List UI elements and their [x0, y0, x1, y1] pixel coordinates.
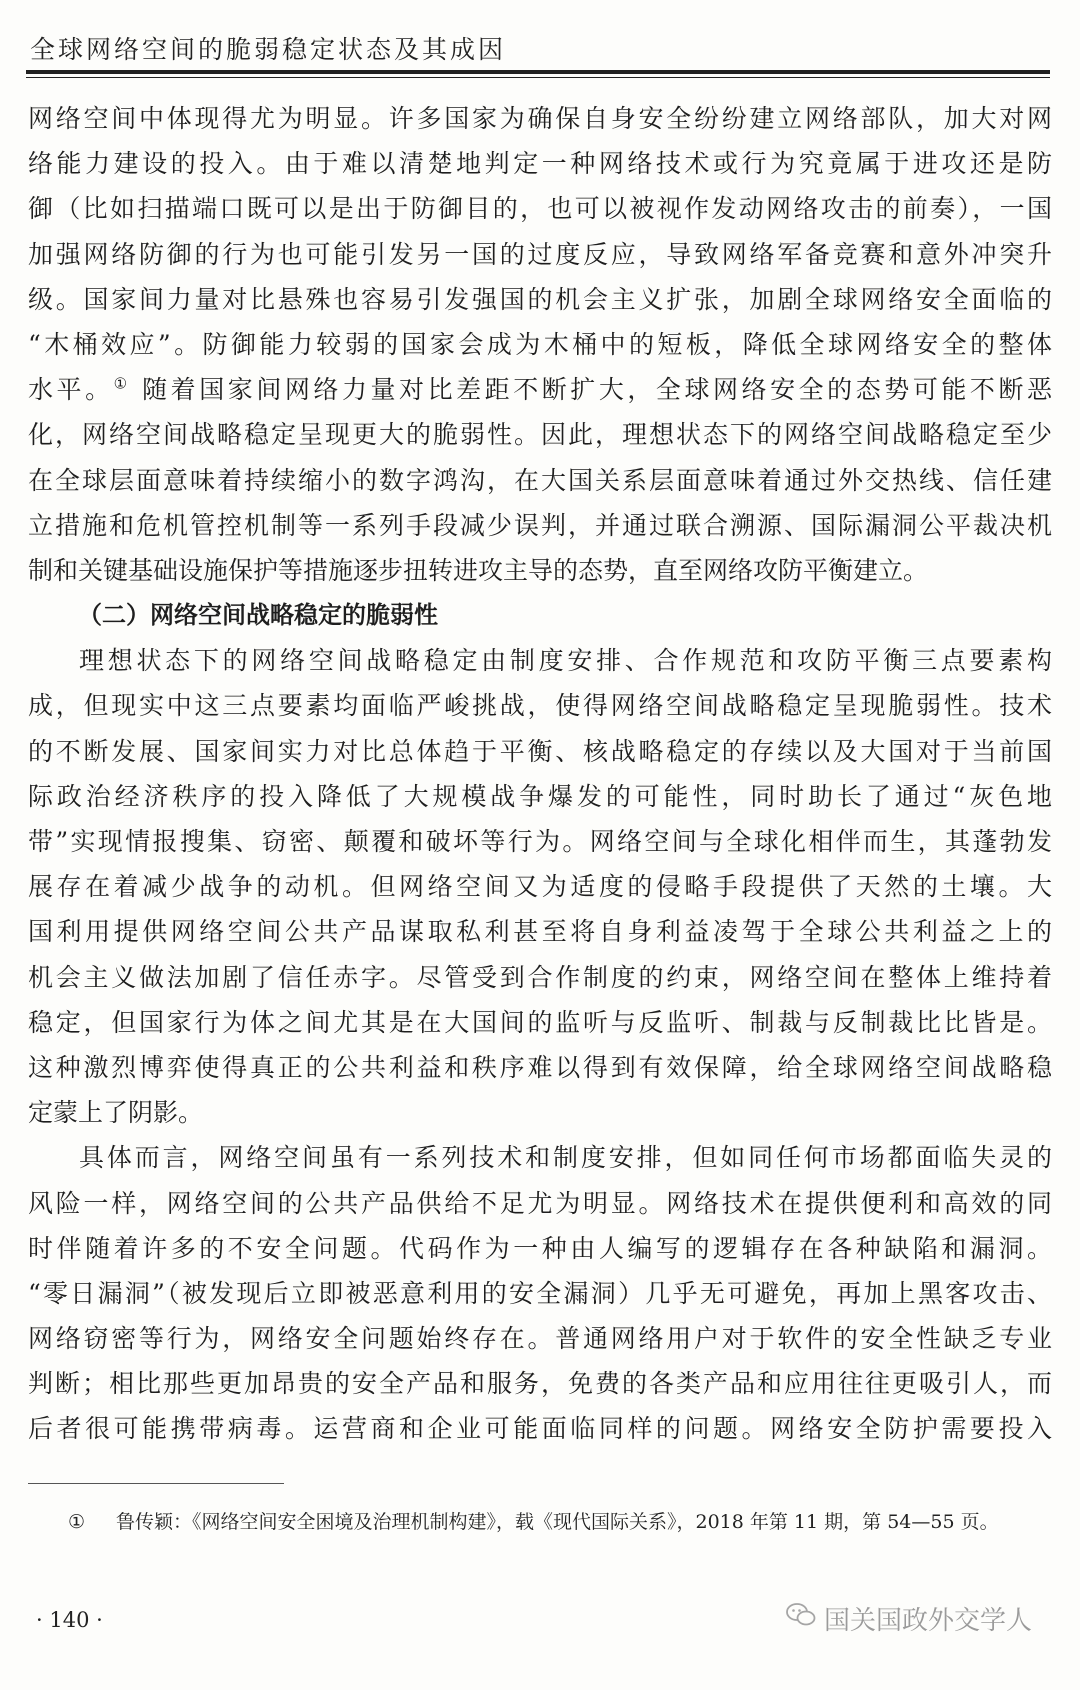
wechat-icon — [786, 1602, 816, 1635]
body-text — [28, 96, 1052, 1452]
running-head-title: 全球网络空间的脆弱稳定状态及其成因 — [30, 35, 507, 64]
text-line: 成，但现实中这三点要素均面临严峻挑战，使得网络空间战略稳定呈现脆弱性。技术 — [28, 691, 1052, 721]
section-heading: （二）网络空间战略稳定的脆弱性 — [78, 601, 438, 630]
text-segment: 随着国家间网络力量对比差距不断扩大，全球网络安全的态势可能不断恶 — [142, 375, 1052, 405]
text-line: 判断；相比那些更加昂贵的安全产品和服务，免费的各类产品和应用往往更吸引人，而 — [28, 1369, 1052, 1399]
text-line: 理想状态下的网络空间战略稳定由制度安排、合作规范和攻防平衡三点要素构 — [79, 646, 1052, 676]
text-line: 际政治经济秩序的投入降低了大规模战争爆发的可能性，同时助长了通过“灰色地 — [28, 781, 1052, 811]
text-line: 带”实现情报搜集、窃密、颠覆和破坏等行为。网络空间与全球化相伴而生，其蓬勃发 — [28, 827, 1052, 856]
page-number: · 140 · — [36, 1608, 103, 1632]
footnote-text: 鲁传颖：《网络空间安全困境及治理机制构建》，载《现代国际关系》，2018 年第 11 期，第 54—55 页。 — [116, 1511, 999, 1533]
text-segment: 水平。 — [28, 375, 114, 405]
text-line: 风险一样，网络空间的公共产品供给不足尤为明显。网络技术在提供便利和高效的同 — [28, 1188, 1052, 1218]
watermark-text: 国关国政外交学人 — [824, 1606, 1033, 1636]
header-rule-thin — [26, 77, 1050, 78]
text-line: “零日漏洞”（被发现后立即被恶意利用的安全漏洞）几乎无可避免，再加上黑客攻击、 — [28, 1278, 1052, 1308]
text-line: 在全球层面意味着持续缩小的数字鸿沟，在大国关系层面意味着通过外交热线、信任建 — [28, 465, 1052, 495]
footnote-rule — [28, 1483, 284, 1484]
text-line: 立措施和危机管控机制等一系列手段减少误判，并通过联合溯源、国际漏洞公平裁决机 — [28, 510, 1052, 540]
text-line: 化，网络空间战略稳定呈现更大的脆弱性。因此，理想状态下的网络空间战略稳定至少 — [28, 420, 1052, 450]
text-line: 御（比如扫描端口既可以是出于防御目的，也可以被视作发动网络攻击的前奏），一国 — [28, 194, 1052, 224]
text-line: 加强网络防御的行为也可能引发另一国的过度反应，导致网络军备竞赛和意外冲突升 — [28, 239, 1052, 269]
footnote-reference[interactable]: ① — [113, 374, 131, 393]
text-line: 网络空间中体现得尤为明显。许多国家为确保自身安全纷纷建立网络部队，加大对网 — [28, 104, 1052, 133]
text-line: 网络窃密等行为，网络安全问题始终存在。普通网络用户对于软件的安全性缺乏专业 — [28, 1324, 1052, 1354]
footnote-mark: ① — [68, 1511, 86, 1533]
text-line: 具体而言，网络空间虽有一系列技术和制度安排，但如同任何市场都面临失灵的 — [79, 1143, 1052, 1173]
text-line: 制和关键基础设施保护等措施逐步扭转进攻主导的态势，直至网络攻防平衡建立。 — [28, 555, 929, 585]
text-line-with-footnote — [28, 367, 1052, 412]
text-line: 后者很可能携带病毒。运营商和企业可能面临同样的问题。网络安全防护需要投入 — [28, 1414, 1052, 1444]
text-line: 时伴随着许多的不安全问题。代码作为一种由人编写的逻辑存在各种缺陷和漏洞。 — [28, 1233, 1052, 1263]
text-line: 定蒙上了阴影。 — [28, 1098, 204, 1128]
text-line: 的不断发展、国家间实力对比总体趋于平衡、核战略稳定的存续以及大国对于当前国 — [28, 736, 1052, 766]
text-line: “木桶效应”。防御能力较弱的国家会成为木桶中的短板，降低全球网络安全的整体 — [28, 329, 1052, 359]
watermark — [786, 1600, 1032, 1637]
text-line: 国利用提供网络空间公共产品谋取私利甚至将自身利益凌驾于全球公共利益之上的 — [28, 917, 1052, 947]
text-line: 展存在着减少战争的动机。但网络空间又为适度的侵略手段提供了天然的土壤。大 — [28, 872, 1052, 902]
text-line: 稳定，但国家行为体之间尤其是在大国间的监听与反监听、制裁与反制裁比比皆是。 — [28, 1007, 1052, 1037]
header-rule-thick — [26, 70, 1050, 74]
footnote — [68, 1507, 999, 1534]
text-line: 络能力建设的投入。由于难以清楚地判定一种网络技术或行为究竟属于进攻还是防 — [28, 149, 1052, 179]
text-line: 这种激烈博弈使得真正的公共利益和秩序难以得到有效保障，给全球网络空间战略稳 — [28, 1052, 1052, 1082]
text-line: 机会主义做法加剧了信任赤字。尽管受到合作制度的约束，网络空间在整体上维持着 — [28, 962, 1052, 992]
text-line: 级。国家间力量对比悬殊也容易引发强国的机会主义扩张，加剧全球网络安全面临的 — [28, 284, 1052, 314]
